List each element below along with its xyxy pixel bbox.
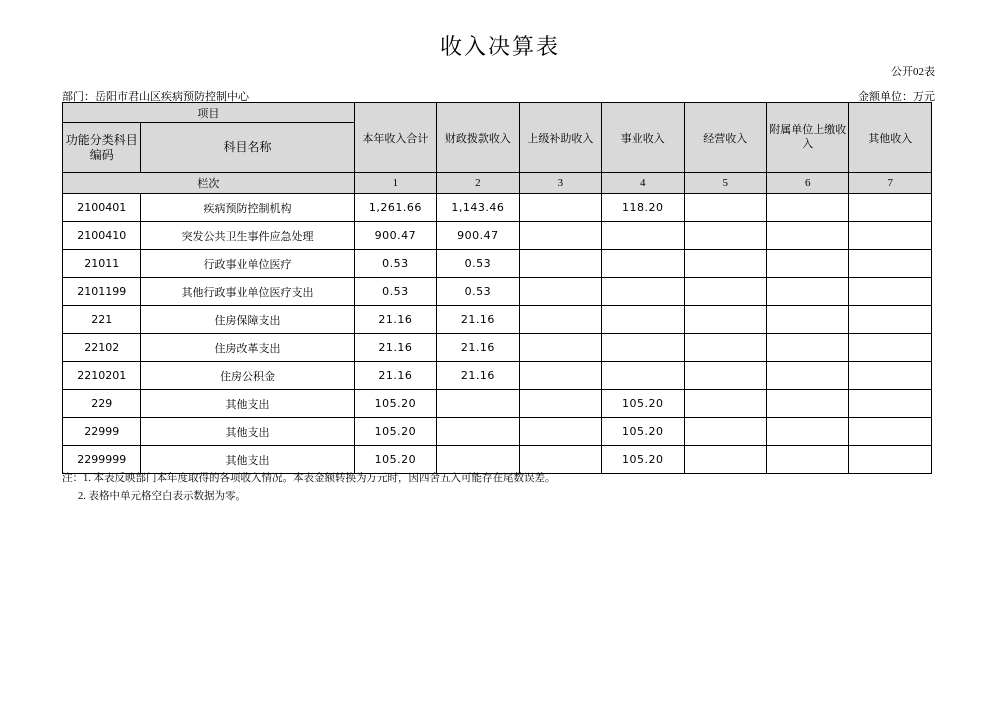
cell-total: 105.20 <box>354 390 436 418</box>
cell-superior <box>519 362 601 390</box>
public-number: 公开02表 <box>891 66 935 78</box>
cell-fiscal: 0.53 <box>437 278 519 306</box>
cell-business <box>602 222 684 250</box>
cell-superior <box>519 222 601 250</box>
rank-1: 1 <box>354 173 436 194</box>
cell-other <box>849 250 932 278</box>
cell-subsidiary <box>767 306 849 334</box>
cell-total: 0.53 <box>354 250 436 278</box>
header-function-code: 功能分类科目编码 <box>63 123 141 173</box>
table-notes <box>62 470 556 506</box>
cell-fiscal: 0.53 <box>437 250 519 278</box>
header-superior-subsidy: 上级补助收入 <box>519 103 601 173</box>
cell-superior <box>519 334 601 362</box>
cell-other <box>849 334 932 362</box>
cell-operating <box>684 222 766 250</box>
cell-name: 住房改革支出 <box>141 334 354 362</box>
cell-code: 2100410 <box>63 222 141 250</box>
cell-code: 22999 <box>63 418 141 446</box>
cell-fiscal: 21.16 <box>437 362 519 390</box>
cell-superior <box>519 306 601 334</box>
cell-code: 2100401 <box>63 194 141 222</box>
cell-business <box>602 334 684 362</box>
cell-business: 105.20 <box>602 390 684 418</box>
cell-business <box>602 306 684 334</box>
note-line-1: 注：1. 本表反映部门本年度取得的各项收入情况。本表金额转换为万元时，因四舍五入可能存在尾数误差。 <box>62 473 556 484</box>
cell-business <box>602 362 684 390</box>
cell-code: 229 <box>63 390 141 418</box>
department-line: 部门：岳阳市君山区疾病预防控制中心 <box>62 91 249 103</box>
cell-name: 住房保障支出 <box>141 306 354 334</box>
cell-operating <box>684 306 766 334</box>
cell-total: 21.16 <box>354 334 436 362</box>
cell-business: 105.20 <box>602 418 684 446</box>
cell-other <box>849 194 932 222</box>
cell-superior <box>519 418 601 446</box>
cell-operating <box>684 446 766 474</box>
header-total: 本年收入合计 <box>354 103 436 173</box>
cell-fiscal <box>437 418 519 446</box>
cell-code: 2101199 <box>63 278 141 306</box>
cell-subsidiary <box>767 362 849 390</box>
table-row <box>63 278 932 306</box>
header-subsidiary-payment: 附属单位上缴收入 <box>767 103 849 173</box>
cell-business <box>602 250 684 278</box>
cell-total: 21.16 <box>354 306 436 334</box>
cell-operating <box>684 390 766 418</box>
cell-other <box>849 306 932 334</box>
cell-code: 2210201 <box>63 362 141 390</box>
cell-fiscal: 900.47 <box>437 222 519 250</box>
rank-5: 5 <box>684 173 766 194</box>
cell-operating <box>684 362 766 390</box>
table-row <box>63 194 932 222</box>
cell-superior <box>519 250 601 278</box>
header-fiscal-appropriation: 财政拨款收入 <box>437 103 519 173</box>
rank-6: 6 <box>767 173 849 194</box>
note-line-2: 2. 表格中单元格空白表示数据为零。 <box>78 490 246 502</box>
cell-total: 900.47 <box>354 222 436 250</box>
cell-name: 行政事业单位医疗 <box>141 250 354 278</box>
cell-subsidiary <box>767 222 849 250</box>
cell-operating <box>684 334 766 362</box>
cell-superior <box>519 278 601 306</box>
rank-3: 3 <box>519 173 601 194</box>
cell-operating <box>684 418 766 446</box>
cell-other <box>849 390 932 418</box>
cell-code: 2299999 <box>63 446 141 474</box>
page-title: 收入决算表 <box>439 35 560 60</box>
rank-7: 7 <box>849 173 932 194</box>
cell-other <box>849 278 932 306</box>
cell-other <box>849 446 932 474</box>
header-operating-income: 经营收入 <box>684 103 766 173</box>
table-row <box>63 334 932 362</box>
cell-code: 22102 <box>63 334 141 362</box>
cell-operating <box>684 194 766 222</box>
cell-name: 其他支出 <box>141 390 354 418</box>
cell-code: 21011 <box>63 250 141 278</box>
cell-name: 突发公共卫生事件应急处理 <box>141 222 354 250</box>
cell-other <box>849 222 932 250</box>
cell-subsidiary <box>767 390 849 418</box>
income-final-accounts-table <box>62 102 932 474</box>
cell-name: 其他支出 <box>141 446 354 474</box>
cell-operating <box>684 250 766 278</box>
cell-operating <box>684 278 766 306</box>
cell-total: 105.20 <box>354 418 436 446</box>
cell-fiscal: 21.16 <box>437 306 519 334</box>
cell-subsidiary <box>767 194 849 222</box>
cell-business: 118.20 <box>602 194 684 222</box>
table-row <box>63 362 932 390</box>
cell-name: 住房公积金 <box>141 362 354 390</box>
header-subject-name: 科目名称 <box>141 123 354 173</box>
cell-name: 其他支出 <box>141 418 354 446</box>
cell-name: 疾病预防控制机构 <box>141 194 354 222</box>
cell-name: 其他行政事业单位医疗支出 <box>141 278 354 306</box>
rank-label: 栏次 <box>63 173 355 194</box>
table-row <box>63 250 932 278</box>
cell-fiscal: 21.16 <box>437 334 519 362</box>
table-row <box>63 418 932 446</box>
header-other-income: 其他收入 <box>849 103 932 173</box>
cell-subsidiary <box>767 446 849 474</box>
cell-total: 21.16 <box>354 362 436 390</box>
cell-subsidiary <box>767 334 849 362</box>
rank-2: 2 <box>437 173 519 194</box>
table-row <box>63 222 932 250</box>
cell-superior <box>519 194 601 222</box>
cell-other <box>849 418 932 446</box>
cell-total: 105.20 <box>354 446 436 474</box>
amount-unit-line: 金额单位：万元 <box>858 91 935 103</box>
cell-total: 0.53 <box>354 278 436 306</box>
cell-subsidiary <box>767 250 849 278</box>
cell-other <box>849 362 932 390</box>
cell-subsidiary <box>767 278 849 306</box>
header-business-income: 事业收入 <box>602 103 684 173</box>
table-group-header: 项目 <box>63 103 355 123</box>
rank-4: 4 <box>602 173 684 194</box>
table-row <box>63 390 932 418</box>
cell-fiscal <box>437 390 519 418</box>
cell-business: 105.20 <box>602 446 684 474</box>
cell-fiscal: 1,143.46 <box>437 194 519 222</box>
cell-total: 1,261.66 <box>354 194 436 222</box>
table-row <box>63 306 932 334</box>
cell-subsidiary <box>767 418 849 446</box>
cell-superior <box>519 390 601 418</box>
cell-code: 221 <box>63 306 141 334</box>
cell-business <box>602 278 684 306</box>
